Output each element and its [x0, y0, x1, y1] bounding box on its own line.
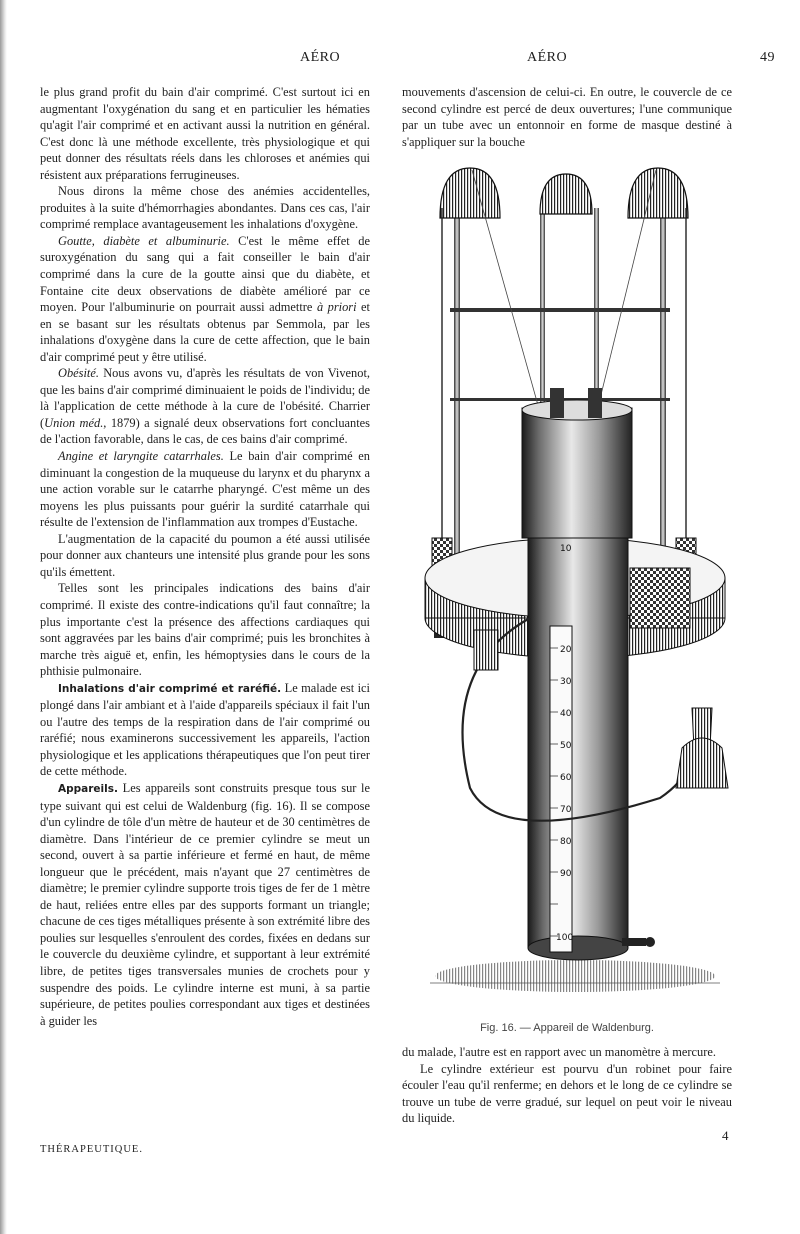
apparatus-engraving: [410, 148, 730, 1018]
left-pulley: [440, 168, 500, 218]
heading-inhalations: Inhalations d'air comprimé et raréfié.: [58, 682, 282, 695]
heading-goutte: Goutte, diabète et albuminurie.: [58, 233, 230, 248]
heading-angine: Angine et laryngite catarrhales.: [58, 449, 224, 464]
inner-cylinder: [522, 408, 632, 538]
paragraph-mouvements: mouvements d'ascension de celui-ci. En outre, le couvercle de ce second cylindre est percé de deux ouvertures; l'une communique par un tube avec un entonnoir en forme de masque destiné à s'appliquer sur la bouche: [402, 85, 732, 149]
left-column: [40, 84, 370, 1029]
figure-caption: Fig. 16. — Appareil de Waldenburg.: [480, 1022, 654, 1034]
drain-tap: [622, 938, 646, 946]
paragraph-chanteurs: L'augmentation de la capacité du poumon a été aussi utilisée pour donner aux chanteurs une intensité plus grande pour les sons qu'ils émettent.: [40, 531, 370, 579]
outer-cylinder: [528, 538, 628, 948]
scale-label-20: 20: [560, 645, 572, 655]
graduated-tube: [550, 626, 572, 952]
running-head-left: AÉRO: [300, 50, 341, 65]
paragraph-angine: Angine et laryngite catarrhales. Le bain d'air comprimé en diminuant la congestion de la muqueuse du larynx et du pharynx a une action vorable sur le catarrhe pharyngé. C'est même un des moyens les plus puissants pour guérir la surdité catarrhale qui résulte de l'extension de l'inflammation aux trompes d'Eustache.: [40, 449, 370, 530]
heading-obesite: Obésité.: [58, 366, 99, 381]
scale-label-60: 60: [560, 773, 572, 783]
center-pulley: [540, 174, 592, 214]
figure-waldenburg-apparatus: [410, 148, 730, 1018]
scale-label-30: 30: [560, 677, 572, 687]
heading-appareils: Appareils.: [58, 782, 118, 795]
footer-signature-title: THÉRAPEUTIQUE.: [40, 1144, 143, 1155]
paragraph-chloroses: le plus grand profit du bain d'air comprimé. C'est surtout ici en augmentant l'oxygénation du sang et en particulier les hématies qu'agit l'air comprimé et en activant aussi la nutrition en général. C'est donc là une méthode excellente, très physiologique et qui peut donner des résultats réels dans les chloroses et anémies qui résistent aux préparations ferrugineuses.: [40, 85, 370, 182]
scale-label-100: 100: [556, 933, 574, 943]
right-pulley: [628, 168, 688, 218]
footer-signature-number: 4: [722, 1128, 729, 1143]
ground-shadow: [435, 960, 715, 992]
paragraph-obesite: Obésité. Nous avons vu, d'après les résultats de von Vivenot, que les bains d'air comprimé diminuaient le poids de l'individu; de là l'application de cette méthode à la cure de l'obésité. Charrier (Union méd., 1879) a signalé deux observations fort concluantes de l'action favorable, dans le cas, de ces bains d'air comprimé.: [40, 366, 370, 447]
manometer-bottle: [474, 630, 498, 670]
page-number: 49: [760, 50, 775, 65]
paragraph-manometre: du malade, l'autre est en rapport avec un manomètre à mercure.: [402, 1045, 716, 1059]
scale-label-10: 10: [560, 544, 572, 554]
scale-label-80: 80: [560, 837, 572, 847]
paragraph-cylindre-exterieur: Le cylindre extérieur est pourvu d'un robinet pour faire écouler l'eau qu'il renferme; en dehors et le long de ce cylindre se trouve un tube de verre gradué, sur lequel on peut voir le niveau du liquide.: [402, 1061, 732, 1126]
paragraph-anemies: Nous dirons la même chose des anémies accidentelles, produites à la suite d'hémorrhagies abondantes. Dans ces cas, l'air comprimé remplace avantageusement les inhalations d'oxygène.: [40, 184, 370, 232]
paragraph-appareils: Appareils. Les appareils sont construits presque tous sur le type suivant qui est celui de Waldenburg (fig. 16). Il se compose d'un cylindre de tôle d'un mètre de hauteur et de 30 centimètres de diamètre. Dans l'intérieur de ce premier cylindre se meut un second, ouvert à sa partie inférieure et fermé en haut, de même longueur que le précédent, mais n'ayant que 27 centimètres de diamètre; le premier cylindre supporte trois tiges de fer de 1 mètre de haut, reliées entre elles par des supports formant un triangle; chacune de ces tiges métalliques présente à son extrémité libre des poulies sur lesquelles s'enroulent des cordes, fixées en dedans sur le couvercle du deuxième cylindre, et supportant à leur extrémité libre, de petites tiges transversales munies de crochets pour y suspendre des poids. Le cylindre interne est muni, à sa partie supérieure, de petites poulies correspondant aux tiges et destinées à guider les: [40, 780, 370, 1028]
running-head-center: AÉRO: [527, 50, 568, 65]
right-column-top: [402, 84, 732, 150]
binding-shadow: [0, 0, 7, 1234]
scale-label-50: 50: [560, 741, 572, 751]
scale-label-90: 90: [560, 869, 572, 879]
right-column-bottom: [402, 1044, 732, 1127]
mask-funnel: [676, 708, 728, 788]
paragraph-contre-indications: Telles sont les principales indications des bains d'air comprimé. Il existe des contre-indications qu'il faut connaître; la plus importante c'est la présence des affections cardiaques qui sont aggravées par les bains d'air comprimé; puis les bronchites à marche très aiguë et, enfin, les hémoptysies dans le cours de la phthisie pulmonaire.: [40, 581, 370, 679]
paragraph-goutte: Goutte, diabète et albuminurie. C'est le même effet de suroxygénation du sang qui a fait conseiller le bain d'air comprimé dans la cure de la goutte ainsi que du diabète, et Fontaine cite deux observations de diabète amélioré par ce moyen. Pour l'albuminurie on pourrait aussi admettre à priori et en se basant sur les résultats obtenus par Semmola, par les inhalations d'oxygène dans la cure de cette affection, que le bain d'air comprimé peut y être utilisé.: [40, 233, 370, 364]
valve-box: [630, 568, 690, 628]
scale-label-40: 40: [560, 709, 572, 719]
scale-label-70: 70: [560, 805, 572, 815]
paragraph-inhalations: Inhalations d'air comprimé et raréfié. Le malade est ici plongé dans l'air ambiant et à l'aide d'appareils spéciaux il fait l'un ou l'autre des temps de la respiration dans de l'air comprimé ou raréfié; nous examinerons successivement les appareils, l'action physiologique et les applications thérapeutiques que l'on peut tirer de cette méthode.: [40, 680, 370, 779]
